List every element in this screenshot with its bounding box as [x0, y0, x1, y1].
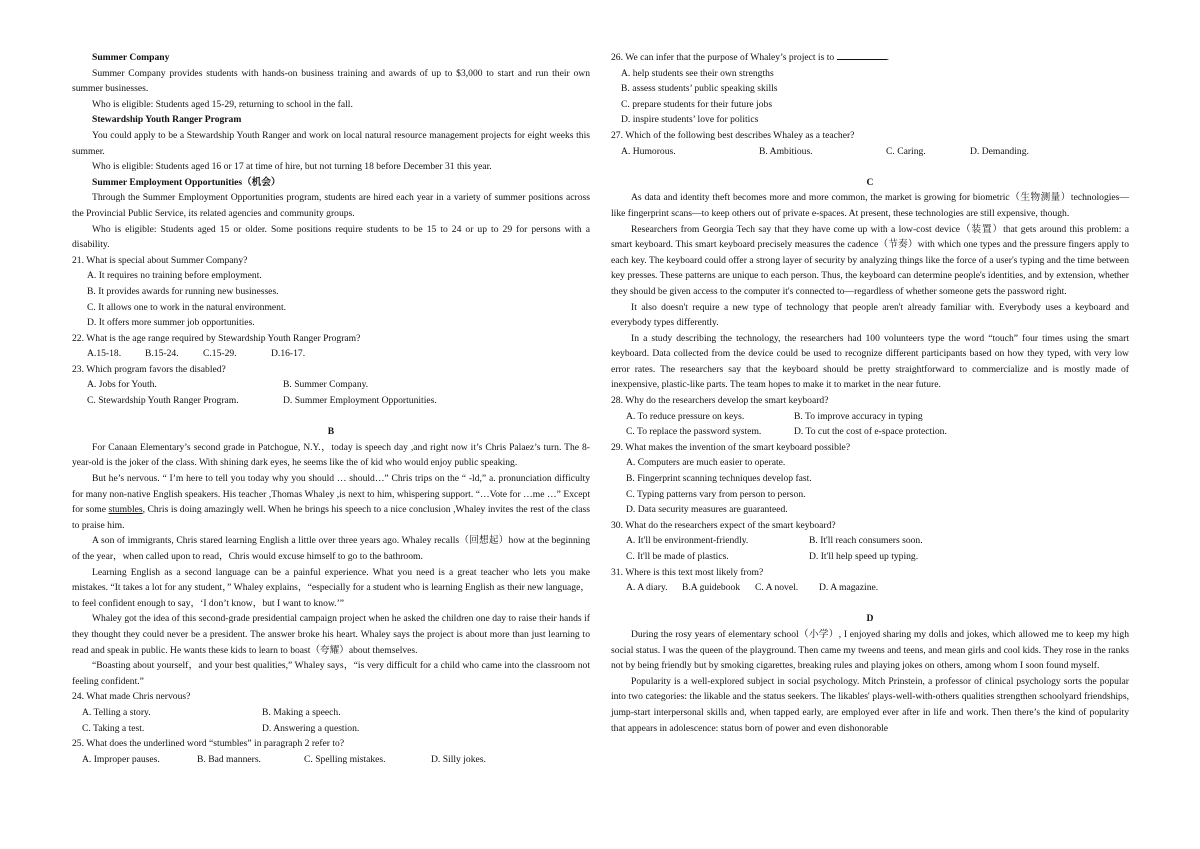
- c-paragraph-3: It also doesn't require a new type of technology that people aren't already familiar with. Everybody uses a keyboard and everybody types differently.: [611, 301, 1129, 329]
- option-27a: A. Humorous.: [621, 145, 676, 157]
- d-paragraph-2: Popularity is a well-explored subject in social psychology. Mitch Prinstein, a professor of clinical psychology sorts the popular into two categories: the likable and the status seekers. The likables' plays-well-with-others qualities strengthen schoolyard friendships, jump-start interpersonal skills and, when tapped early, are employed ever after in life and work. Then there’s the kind of popularity that appears in adolescence: status born of power and even dishonorable: [611, 675, 1129, 734]
- option-30c: C. It'll be made of plastics.: [626, 551, 729, 562]
- option-26b: B. assess students’ public speaking skills: [621, 83, 778, 95]
- b-paragraph-5: Whaley got the idea of this second-grade presidential campaign project when he asked the children one day to raise their hands if they thought they could never be a president. The answer broke his heart. Whaley says the project is about more than just learning to read and speak in public. He wants these kids to learn to boast（夸耀）about themselves.: [72, 613, 590, 656]
- seo-eligibility: Who is eligible: Students aged 15 or older. Some positions require students to be 15 to 24 or up to 29 for persons with a disability.: [72, 223, 590, 251]
- question-30: 30. What do the researchers expect of the smart keyboard?: [611, 519, 836, 531]
- options-25: [72, 752, 590, 768]
- question-28: 28. Why do the researchers develop the smart keyboard?: [611, 395, 829, 407]
- b-paragraph-6: “Boasting about yourself，and your best qualities,” Whaley says，“is very difficult for a child who came into the classroom not feeling confident.”: [72, 660, 590, 687]
- options-31: [611, 580, 1129, 596]
- d-paragraph-1: During the rosy years of elementary school（小学）, I enjoyed sharing my dolls and jokes, which allowed me to keep my high social status. I was the queen of the playground. Then came my tweens and teens, and mean girls and cool kids. They rose in the ranks not by being friendly but by smoking cigarettes, breaking rules and playing jokes on others, among whom I soon found myself.: [611, 628, 1129, 672]
- options-23-row2: [72, 393, 590, 409]
- option-29b: B. Fingerprint scanning techniques develop fast.: [626, 473, 812, 485]
- option-29a: A. Computers are much easier to operate.: [626, 457, 786, 469]
- option-21a: A. It requires no training before employment.: [87, 270, 262, 282]
- option-28c: C. To replace the password system.: [626, 426, 762, 438]
- question-26-end: .: [886, 52, 889, 63]
- options-24-row2: [72, 721, 590, 737]
- option-25d: D. Silly jokes.: [431, 753, 486, 765]
- answer-blank: [837, 51, 887, 60]
- option-25c: C. Spelling mistakes.: [304, 753, 386, 765]
- b-paragraph-3: A son of immigrants, Chris stared learning English a little over three years ago. Whaley recalls（回想起）how at the beginning of the year，when called upon to read，Chris would excuse himself to go to the bathroom.: [72, 535, 590, 562]
- question-29: 29. What makes the invention of the smart keyboard possible?: [611, 441, 851, 453]
- question-26-text: 26. We can infer that the purpose of Whaley’s project is to: [611, 52, 837, 63]
- underlined-word-stumbles: stumbles: [108, 504, 143, 516]
- stewardship-heading: Stewardship Youth Ranger Program: [92, 114, 242, 126]
- seo-paragraph: Through the Summer Employment Opportunities program, students are hired each year in a variety of summer positions across the Provincial Public Service, its related agencies and community groups.: [72, 192, 590, 219]
- option-25b: B. Bad manners.: [197, 753, 261, 765]
- option-24b: B. Making a speech.: [262, 706, 341, 718]
- right-column: [611, 50, 1129, 736]
- option-30b: B. It'll reach consumers soon.: [809, 535, 923, 547]
- options-30-row1: [611, 533, 1129, 549]
- option-24d: D. Answering a question.: [262, 722, 360, 734]
- options-28-row2: [611, 424, 1129, 440]
- option-22b: B.15-24.: [145, 348, 179, 360]
- option-26d: D. inspire students’ love for politics: [621, 114, 759, 126]
- option-31d: D. A magazine.: [819, 582, 879, 594]
- question-25: 25. What does the underlined word “stumbles” in paragraph 2 refer to?: [72, 738, 345, 750]
- option-22c: C.15-29.: [203, 348, 237, 360]
- option-27b: B. Ambitious.: [759, 145, 813, 157]
- summer-company-heading: Summer Company: [92, 52, 170, 63]
- option-28b: B. To improve accuracy in typing: [794, 410, 923, 422]
- stewardship-eligibility: Who is eligible: Students aged 16 or 17 at time of hire, but not turning 18 before December 31 this year.: [92, 161, 492, 173]
- option-21b: B. It provides awards for running new businesses.: [87, 285, 279, 297]
- c-paragraph-2: Researchers from Georgia Tech say that they have come up with a low-cost device（装置）that gets around this problem: a smart keyboard. This smart keyboard precisely measures the cadence（节奏）with which one types and the pressure fingers apply to each key. The keyboard could offer a strong layer of security by analyzing things like the force of a user's typing and the time between key presses. These patterns are unique to each person. Thus, the keyboard can determine people's identities, and by extension, whether they should be given access to the computer it's connected to—regardless of whether someone gets the password right.: [611, 223, 1129, 297]
- option-21d: D. It offers more summer job opportunities.: [87, 317, 255, 329]
- options-27: [611, 144, 1129, 160]
- option-26c: C. prepare students for their future jobs: [621, 98, 773, 110]
- options-22: [72, 346, 590, 362]
- option-24c: C. Taking a test.: [82, 722, 145, 734]
- option-31b: B.A guidebook: [682, 582, 741, 594]
- option-22a: A.15-18.: [87, 348, 122, 360]
- option-23d: D. Summer Employment Opportunities.: [283, 395, 437, 407]
- c-paragraph-4: In a study describing the technology, the researchers had 100 volunteers type the word “touch” four times using the smart keyboard. Data collected from the device could be used to recognize different participants based on how they typed, with very low error rates. The researchers say that the keyboard should be pretty straightforward to commercialize and is mostly made of inexpensive, plastic-like parts. The team hopes to make it to market in the near future.: [611, 332, 1129, 391]
- options-28-row1: [611, 409, 1129, 425]
- option-30a: A. It'll be environment-friendly.: [626, 535, 749, 547]
- question-23: 23. Which program favors the disabled?: [72, 363, 226, 375]
- b-paragraph-2-start: But he’s nervous. “ I’m here to tell you today why you should … should…” Chris trips on the “ -ld,” a. pronunciation difficulty for many non-native English speakers. His teacher ,Thomas Whaley ,is next to him, whispering support. “…Vote for …me …” Except for some: [72, 473, 590, 516]
- option-28d: D. To cut the cost of e-space protection.: [794, 426, 947, 438]
- option-31c: C. A novel.: [755, 582, 799, 594]
- option-23a: A. Jobs for Youth.: [87, 379, 157, 391]
- section-c-heading: C: [866, 176, 874, 188]
- option-31a: A. A diary.: [626, 582, 668, 594]
- option-26a: A. help students see their own strengths: [621, 67, 774, 79]
- option-27d: D. Demanding.: [970, 145, 1029, 157]
- option-24a: A. Telling a story.: [82, 706, 151, 718]
- option-25a: A. Improper pauses.: [82, 753, 160, 765]
- question-26: [611, 50, 1129, 66]
- option-23c: C. Stewardship Youth Ranger Program.: [87, 395, 239, 407]
- seo-heading: Summer Employment Opportunities（机会）: [92, 176, 281, 188]
- c-paragraph-1: As data and identity theft becomes more and more common, the market is growing for biometric（生物测量）technologies—like fingerprint scans—to keep others out of private e-spaces. At present, these technologies are still expensive, though.: [611, 192, 1129, 219]
- option-30d: D. It'll help speed up typing.: [809, 551, 919, 562]
- option-29c: C. Typing patterns vary from person to person.: [626, 488, 806, 500]
- question-21: 21. What is special about Summer Company?: [72, 254, 248, 266]
- option-29d: D. Data security measures are guaranteed.: [626, 504, 788, 516]
- option-21c: C. It allows one to work in the natural environment.: [87, 301, 287, 313]
- b-paragraph-2: [72, 471, 590, 533]
- options-24-row1: [72, 705, 590, 721]
- stewardship-paragraph: You could apply to be a Stewardship Youth Ranger and work on local natural resource management projects for eight weeks this summer.: [72, 129, 590, 157]
- b-paragraph-1: For Canaan Elementary’s second grade in Patchogue, N.Y.，today is speech day ,and right now it’s Chris Palaez’s turn. The 8-year-old is the joker of the class. With shining dark eyes, he seems like the of kid who would enjoy public speaking.: [72, 441, 590, 469]
- option-22d: D.16-17.: [271, 348, 306, 360]
- option-23b: B. Summer Company.: [283, 379, 369, 391]
- section-d-heading: D: [866, 613, 874, 625]
- option-27c: C. Caring.: [886, 145, 926, 157]
- options-23-row1: [72, 377, 590, 393]
- question-31: 31. Where is this text most likely from?: [611, 566, 764, 578]
- question-24: 24. What made Chris nervous?: [72, 691, 191, 703]
- question-22: 22. What is the age range required by Stewardship Youth Ranger Program?: [72, 332, 361, 344]
- option-28a: A. To reduce pressure on keys.: [626, 410, 745, 422]
- options-30-row2: [611, 549, 1129, 565]
- left-column: [72, 50, 590, 767]
- b-paragraph-2-end: , Chris is doing amazingly well. When he brings his speech to a nice conclusion ,Whaley invites the rest of the class to praise him.: [72, 504, 590, 531]
- section-b-heading: B: [327, 426, 335, 438]
- summer-company-paragraph: Summer Company provides students with hands-on business training and awards of up to $3,000 to start and run their own summer businesses.: [72, 67, 590, 95]
- summer-company-eligibility: Who is eligible: Students aged 15-29, returning to school in the fall.: [92, 98, 353, 110]
- b-paragraph-4: Learning English as a second language can be a painful experience. What you need is a great teacher who lets you make mistakes. “It takes a lot for any student，” Whaley explains，“especially for a student who is learning English as their new language，to feel confident enough to say，‘I don’t know，but I want to know.’”: [72, 566, 590, 609]
- question-27: 27. Which of the following best describes Whaley as a teacher?: [611, 129, 855, 141]
